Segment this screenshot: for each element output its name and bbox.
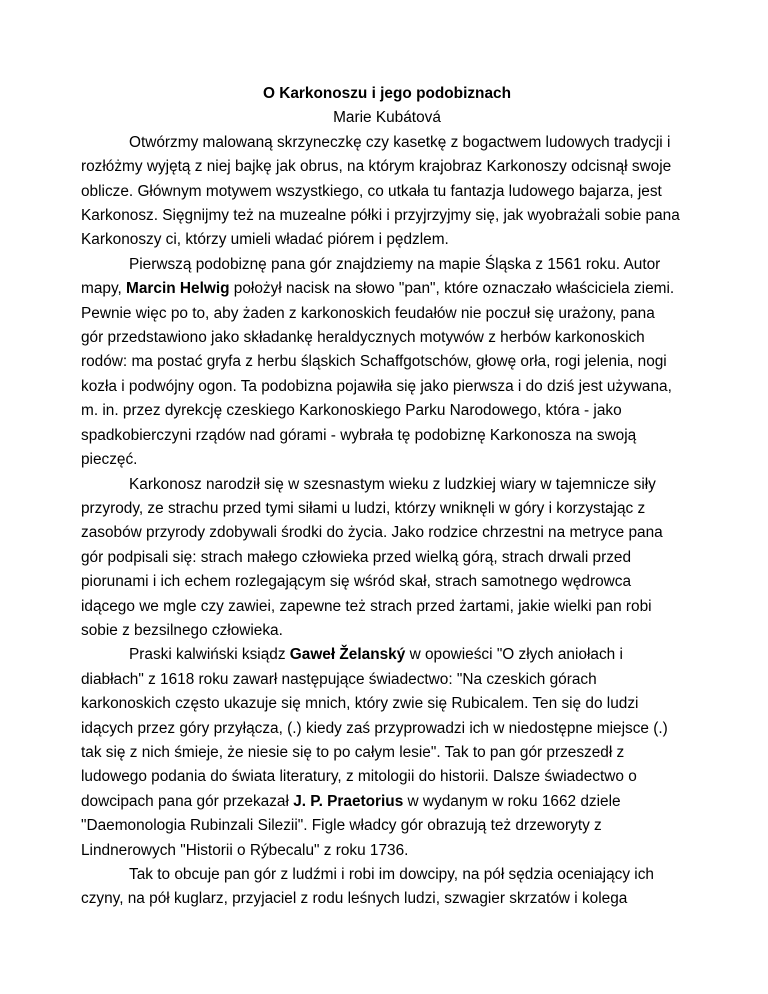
text-run: przyrody, ze strachu przed tymi siłami u ludzi, którzy wniknęli w góry i korzystając z: [81, 499, 646, 517]
text-line: [81, 643, 693, 667]
bold-name: J. P. Praetorius: [293, 792, 404, 810]
text-line: [81, 253, 693, 277]
text-run: Pewnie więc po to, aby żaden z karkonoskich feudałów nie poczuł się urażony, pana: [81, 304, 655, 322]
text-line: [81, 473, 693, 497]
text-run: gór przedstawiono jako składankę heraldycznych motywów z herbów karkonoskich: [81, 329, 645, 347]
text-run: zasobów przyrody zdobywali środki do życia. Jako rodzice chrzestni na metryce pana: [81, 524, 663, 542]
text-line: [81, 350, 693, 374]
text-run: w wydanym w roku 1662 dziele: [403, 792, 621, 810]
text-line: [81, 668, 693, 692]
document-body: [81, 131, 693, 912]
text-run: "Daemonologia Rubinzali Silezii". Figle władcy gór obrazują też drzeworyty z: [81, 817, 602, 835]
text-line: [81, 595, 693, 619]
text-line: [81, 741, 693, 765]
text-line: [81, 131, 693, 155]
document-title: O Karkonoszu i jego podobiznach: [263, 85, 511, 102]
text-run: Karkonoszy ci, którzy umieli władać piórem i pędzlem.: [81, 231, 449, 249]
text-run: Pierwszą podobiznę pana gór znajdziemy na mapie Śląska z 1561 roku. Autor: [129, 255, 661, 273]
text-run: kozła i podwójny ogon. Ta podobizna pojawiła się jako pierwsza i do dziś jest używana,: [81, 377, 672, 395]
text-line: [81, 790, 693, 814]
text-run: Otwórzmy malowaną skrzyneczkę czy kasetkę z bogactwem ludowych tradycji i: [129, 133, 671, 151]
document-page: [81, 79, 693, 912]
text-line: [81, 497, 693, 521]
text-run: czyny, na pół kuglarz, przyjaciel z rodu leśnych ludzi, szwagier skrzatów i kolega: [81, 890, 628, 908]
text-run: piorunami i ich echem rozlegającym się wśród skał, strach samotnego wędrowca: [81, 573, 632, 591]
text-run: m. in. przez dyrekcję czeskiego Karkonoskiego Parku Narodowego, która - jako: [81, 402, 622, 420]
text-run: Lindnerowych "Historii o Rýbecalu" z roku 1736.: [81, 841, 409, 859]
text-line: [81, 399, 693, 423]
text-run: tak się z nich śmieje, że niesie się to po całym lesie". Tak to pan gór przeszedł z: [81, 743, 625, 761]
text-run: ludowego podania do świata literatury, z mitologii do historii. Dalsze świadectwo o: [81, 768, 637, 786]
text-run: położył nacisk na słowo "pan", które oznaczało właściciela ziemi.: [229, 280, 675, 298]
paragraph: [81, 643, 693, 863]
text-run: sobie z bezsilnego człowieka.: [81, 621, 283, 639]
text-run: spadkobierczyni rządów nad górami - wybrała tę podobiznę Karkonosza na swoją: [81, 426, 637, 444]
text-run: mapy,: [81, 280, 127, 298]
text-line: [81, 887, 693, 911]
bold-name: Gaweł Želanský: [289, 646, 406, 664]
text-run: rozłóżmy wyjętą z niej bajkę jak obrus, na którym krajobraz Karkonoszy odcisnął swoje: [81, 158, 672, 176]
text-line: [81, 839, 693, 863]
text-run: Praski kalwiński ksiądz: [129, 646, 290, 664]
text-run: Karkonosz narodził się w szesnastym wieku z ludzkiej wiary w tajemnicze siły: [129, 475, 656, 493]
text-run: rodów: ma postać gryfa z herbu śląskich Schaffgotschów, głowę orła, rogi jelenia, nogi: [81, 353, 667, 371]
text-run: karkonoskich często ukazuje się mnich, który zwie się Rubicalem. Ten się do ludzi: [81, 695, 639, 713]
text-run: dowcipach pana gór przekazał: [81, 792, 294, 810]
paragraph: [81, 253, 693, 473]
text-line: [81, 375, 693, 399]
text-run: Tak to obcuje pan gór z ludźmi i robi im dowcipy, na pół sędzia oceniający ich: [129, 866, 654, 883]
text-line: [81, 717, 693, 741]
text-run: w opowieści "O złych aniołach i: [405, 646, 623, 664]
text-line: [81, 692, 693, 716]
text-run: gór podpisali się: strach małego człowieka przed wielką górą, strach drwali przed: [81, 548, 632, 566]
text-line: [81, 155, 693, 179]
text-run: idących przez góry przyłącza, (.) kiedy zaś przyprowadzi ich w niedostępne miejsce (.): [81, 719, 668, 737]
text-run: oblicze. Głównym motywem wszystkiego, co utkała tu fantazja ludowego bajarza, jest: [81, 182, 662, 200]
text-run: idącego we mgle czy zawiei, zapewne też strach przed żartami, jakie wielki pan robi: [81, 597, 652, 615]
text-line: [81, 204, 693, 228]
text-line: [81, 448, 693, 472]
paragraph: [81, 473, 693, 644]
text-line: [81, 570, 693, 594]
text-line: [81, 765, 693, 789]
document-author: Marie Kubátová: [333, 109, 441, 127]
text-line: [81, 424, 693, 448]
text-line: [81, 521, 693, 545]
text-line: [81, 814, 693, 838]
text-run: diabłach" z 1618 roku zawarł następujące świadectwo: "Na czeskich górach: [81, 670, 597, 688]
text-run: Karkonosz. Sięgnijmy też na muzealne półki i przyjrzyjmy się, jak wyobrażali sobie pana: [81, 207, 680, 225]
bold-name: Marcin Helwig: [126, 280, 230, 298]
text-line: [81, 302, 693, 326]
paragraph: [81, 863, 693, 912]
text-run: pieczęć.: [81, 451, 138, 469]
text-line: [81, 180, 693, 204]
paragraph: [81, 131, 693, 253]
text-line: [81, 863, 693, 887]
text-line: [81, 228, 693, 252]
text-line: [81, 277, 693, 301]
text-line: [81, 546, 693, 570]
text-line: [81, 326, 693, 350]
text-line: [81, 619, 693, 643]
